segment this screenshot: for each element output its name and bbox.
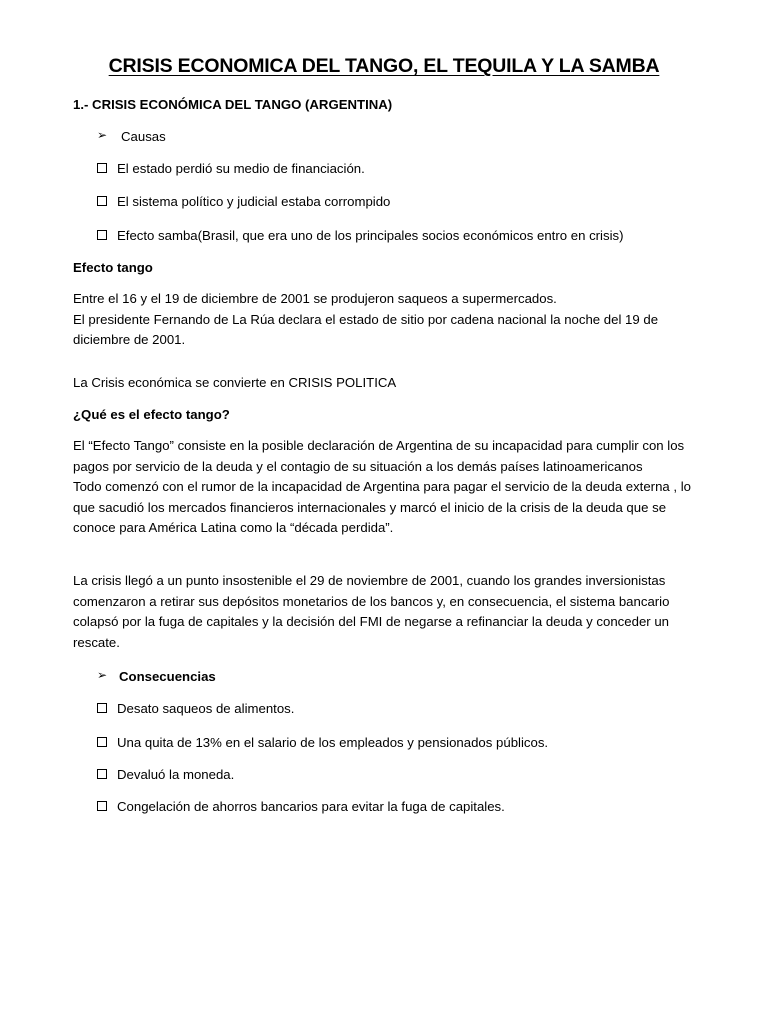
list-item-text: Una quita de 13% en el salario de los empleados y pensionados públicos. [117,735,549,750]
list-item-text: Desato saqueos de alimentos. [117,701,295,716]
arrowhead-bullet-icon: ➢ [97,668,108,682]
arrowhead-bullet-icon: ➢ [97,128,108,142]
checkbox-bullet-icon [97,196,107,206]
list-item [97,734,548,751]
consecuencias-label-text: Consecuencias [119,669,216,684]
paragraph-line: Entre el 16 y el 19 de diciembre de 2001 se produjeron saqueos a supermercados. [73,291,557,306]
paragraph-line: El presidente Fernando de La Rúa declara el estado de sitio por cadena nacional la noche del 19 de diciembre de 2001. [73,311,659,347]
section-heading-tango: 1.- CRISIS ECONÓMICA DEL TANGO (ARGENTINA) [73,97,393,112]
consecuencias-label [97,668,216,685]
list-item [97,798,505,815]
checkbox-bullet-icon [97,703,107,713]
list-item [97,700,294,717]
efecto-tango-heading: Efecto tango [73,260,153,275]
checkbox-bullet-icon [97,737,107,747]
list-item [97,227,624,244]
document-title: CRISIS ECONOMICA DEL TANGO, EL TEQUILA Y LA SAMBA [108,55,660,77]
list-item-text: Devaluó la moneda. [117,767,235,782]
list-item-text: Congelación de ahorros bancarios para evitar la fuga de capitales. [117,799,505,814]
crisis-paragraph: La crisis llegó a un punto insostenible el 29 de noviembre de 2001, cuando los grandes inversionistas comenzaron a retirar sus depósitos monetarios de los bancos y, en consecuencia, el sistema bancario colapsó por la fuga de capitales y la decisión del FMI de negarse a refinanciar la deuda y conceder un rescate. [73,573,670,650]
causas-label-text: Causas [121,129,166,144]
checkbox-bullet-icon [97,163,107,173]
list-item-text: El sistema político y judicial estaba corrompido [117,194,391,209]
checkbox-bullet-icon [97,230,107,240]
que-es-heading: ¿Qué es el efecto tango? [73,407,230,422]
causas-label [97,128,166,145]
checkbox-bullet-icon [97,769,107,779]
crisis-politica-line: La Crisis económica se convierte en CRISIS POLITICA [73,375,397,390]
que-es-paragraph [73,436,698,539]
list-item [97,160,365,177]
list-item-text: El estado perdió su medio de financiación. [117,161,365,176]
list-item-text: Efecto samba(Brasil, que era uno de los principales socios económicos entro en crisis) [117,228,624,243]
efecto-tango-paragraph [73,289,698,351]
list-item [97,193,390,210]
paragraph-line: Todo comenzó con el rumor de la incapacidad de Argentina para pagar el servicio de la deuda externa , lo que sacudió los mercados financieros internacionales y marcó el inicio de la crisis de la deuda que se conoce para América Latina como la “década perdida”. [73,479,692,535]
checkbox-bullet-icon [97,801,107,811]
paragraph-line: El “Efecto Tango” consiste en la posible declaración de Argentina de su incapacidad para cumplir con los pagos por servicio de la deuda y el contagio de su situación a los demás países latinoamericanos [73,438,685,474]
list-item [97,766,234,783]
